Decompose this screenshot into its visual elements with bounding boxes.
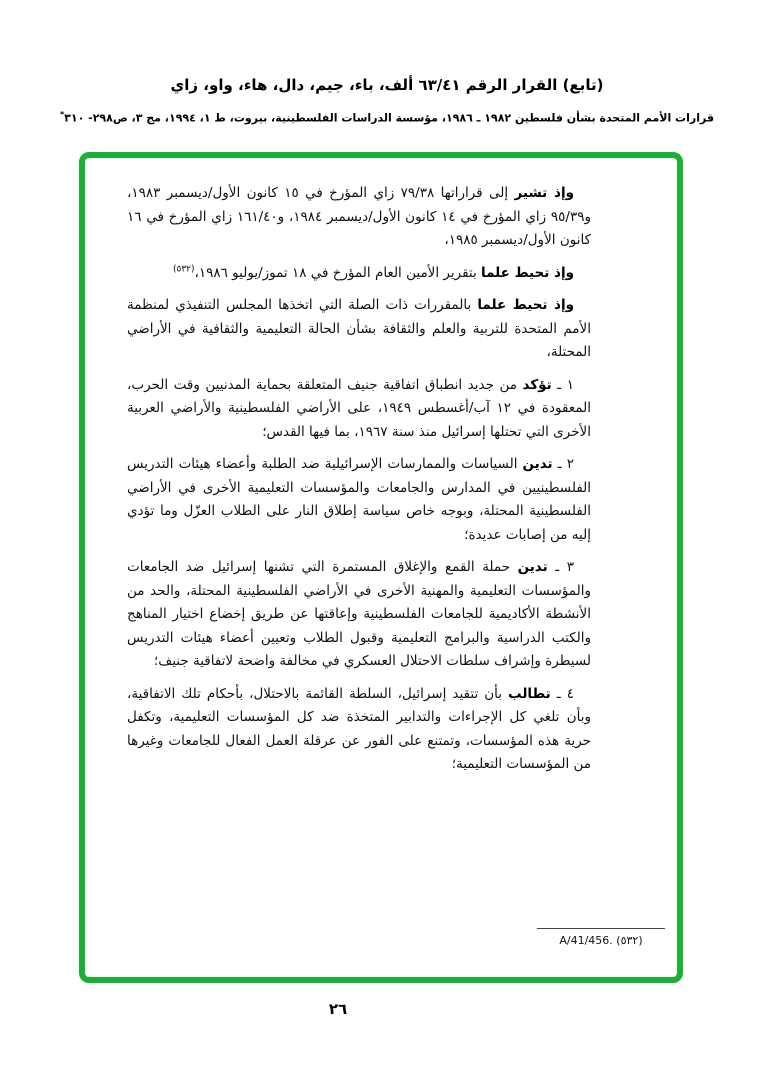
paragraph-lead: تطالب [508, 685, 551, 702]
paragraph-number: ٤ ـ [550, 685, 574, 702]
page-number: ٢٦ [328, 1000, 348, 1018]
operative-paragraph-3 [127, 556, 591, 674]
source-citation-text: قرارات الأمم المتحدة بشأن فلسطين ١٩٨٢ ـ ١٩٨٦، مؤسسة الدراسات الفلسطينية، بيروت، ط ١، ١٩٩٤، مج ٣، ص٢٩٨- ٣١٠ [64, 111, 715, 125]
paragraph-text: السياسات والممارسات الإسرائيلية ضد الطلبة وأعضاء هيئات التدريس الفلسطينيين في المدارس والجامعات والمؤسسات التعليمية الأخرى في الأراضي الفلسطينية المحتلة، وبوجه خاص سياسة إطلاق النار على الطلاب العزّل وما تؤدي إليه من إصابات عديدة؛ [127, 456, 591, 543]
source-citation-line [0, 110, 774, 125]
paragraph-text: من جديد انطباق اتفاقية جنيف المتعلقة بحماية المدنيين وقت الحرب، المعقودة في ١٢ آب/أغسطس ١٩٤٩، على الأراضي الفلسطينية والأراضي العربية الأخرى التي تحتلها إسرائيل منذ سنة ١٩٦٧، بما فيها القدس؛ [127, 376, 591, 440]
paragraph-text: حملة القمع والإغلاق المستمرة التي تشنها إسرائيل ضد الجامعات والمؤسسات التعليمية والمهنية الأخرى في الأراضي الفلسطينية المحتلة، والحد من الأنشطة الأكاديمية للجامعات الفلسطينية وإعاقتها عن طريق إخضاع اختيار المناهج والكتب الدراسية والبرامج التعليمية وقبول الطلاب وتعيين أعضاء هيئات التدريس لسيطرة وإشراف سلطات الاحتلال العسكري في مخالفة واضحة لاتفاقية جنيف؛ [127, 559, 591, 669]
paragraph-text: بأن تتقيد إسرائيل، السلطة القائمة بالاحتلال، بأحكام تلك الاتفاقية، وبأن تلغي كل الإجراءات والتدابير المتخذة ضد كل المؤسسات التعليمية، وتكفل حرية هذه المؤسسات، وتمتنع على الفور عن عرقلة العمل الفعال للجامعات وغيرها من المؤسسات التعليمية؛ [127, 685, 591, 772]
paragraph-text: بتقرير الأمين العام المؤرخ في ١٨ تموز/يوليو ١٩٨٦، [194, 264, 482, 281]
operative-paragraph-4 [127, 683, 591, 777]
paragraph-number: ٣ ـ [547, 559, 574, 575]
footnote-citation: A/41/456. [559, 934, 613, 947]
document-title: (تابع) القرار الرقم ٦٣/٤١ ألف، باء، جيم، دال، هاء، واو، زاي [170, 76, 604, 94]
paragraph-lead: تدين [517, 559, 548, 575]
footnote-marker: (٥٣٢) [616, 934, 643, 947]
footnote-reference: (٥٣٢) [172, 264, 195, 274]
operative-paragraph-1 [127, 374, 591, 445]
preamble-paragraph-taking-note-decisions [127, 294, 591, 365]
footnote [537, 928, 665, 947]
paragraph-lead: تدين [522, 456, 553, 472]
paragraph-number: ٢ ـ [552, 456, 574, 472]
operative-paragraph-2 [127, 453, 591, 547]
resolution-body [85, 158, 677, 796]
source-note-mark: * [59, 110, 65, 119]
preamble-paragraph-recalling [127, 182, 591, 253]
paragraph-number: ١ ـ [551, 376, 574, 393]
paragraph-lead: وإذ تحيط علما [477, 297, 574, 313]
preamble-paragraph-taking-note-report [127, 262, 591, 286]
paragraph-lead: وإذ تشير [514, 185, 574, 201]
paragraph-lead: وإذ تحيط علما [481, 264, 574, 281]
paragraph-text: إلى قراراتها ٧٩/٣٨ زاي المؤرخ في ١٥ كانون الأول/ديسمبر ١٩٨٣، و٩٥/٣٩ زاي المؤرخ في ١٤ كانون الأول/ديسمبر ١٩٨٤، و١٦١/٤٠ زاي المؤرخ في ١٦ كانون الأول/ديسمبر ١٩٨٥، [127, 185, 592, 248]
paragraph-text: بالمقررات ذات الصلة التي اتخذها المجلس التنفيذي لمنظمة الأمم المتحدة للتربية والعلم والثقافة بشأن الحالة التعليمية والثقافية في الأراضي المحتلة، [127, 297, 591, 360]
resolution-text-box [79, 152, 683, 983]
paragraph-lead: تؤكد [522, 376, 552, 393]
